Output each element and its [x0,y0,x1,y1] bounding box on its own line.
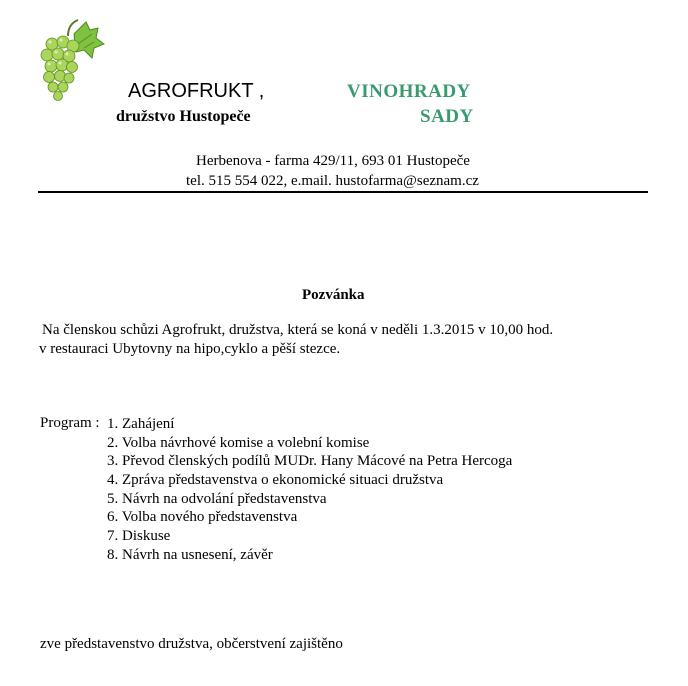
program-list [107,415,512,565]
grape-icon [38,14,108,104]
program-item: 3. Převod členských podílů MUDr. Hany Mácové na Petra Hercoga [107,453,513,470]
company-name: AGROFRUKT , [128,80,265,102]
contact-line: tel. 515 554 022, e.mail. hustofarma@seznam.cz [186,173,479,189]
brand-sady: SADY [420,106,474,127]
program-item: 5. Návrh na odvolání představenstva [107,490,327,507]
footer-note: zve představenstvo družstva, občerstvení zajištěno [40,636,343,652]
program-item: 7. Diskuse [107,528,171,545]
program-item: 1. Zahájení [107,416,175,432]
program-item: 2. Volba návrhové komise a volební komise [107,434,370,451]
program-item: 6. Volba nového představenstva [107,509,298,526]
cooperative-name: družstvo Hustopeče [116,108,251,125]
brand-vinohrady: VINOHRADY [347,81,471,102]
intro-line-2: v restauraci Ubytovny na hipo,cyklo a pěší stezce. [39,341,341,357]
program-item: 8. Návrh na usnesení, závěr [107,546,273,563]
intro-line-1: Na členskou schůzi Agrofrukt, družstva, která se koná v neděli 1.3.2015 v 10,00 hod. [42,322,554,338]
program-item: 4. Zpráva představenstva o ekonomické situaci družstva [107,472,444,489]
header-divider [38,191,648,193]
document-title: Pozvánka [302,287,365,303]
address-line: Herbenova - farma 429/11, 693 01 Hustopeče [196,153,470,169]
program-label: Program : [40,415,100,431]
